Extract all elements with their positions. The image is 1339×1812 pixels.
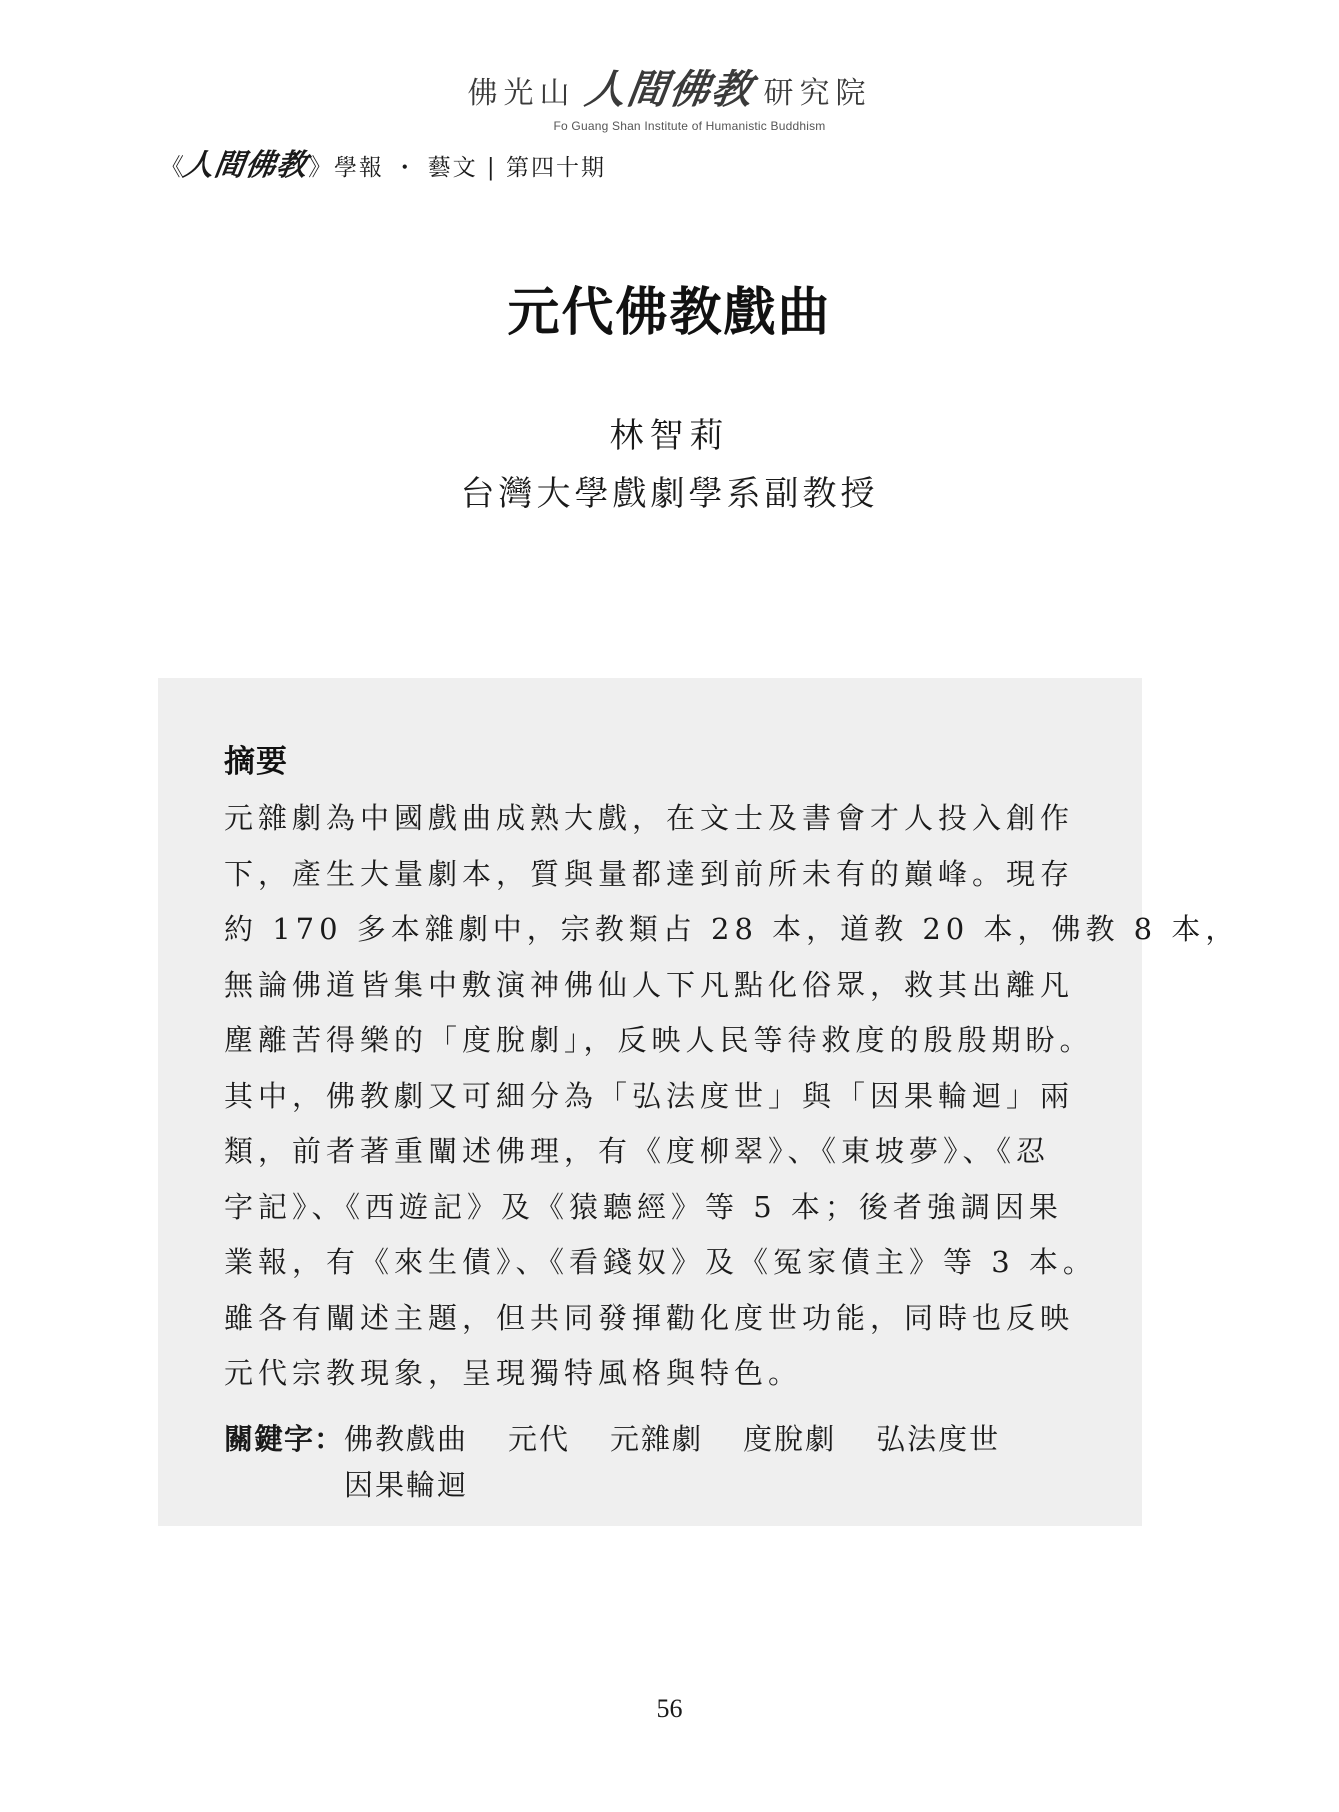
abstract-line: 業報，有《來生債》、《看錢奴》及《冤家債主》等 3 本。: [224, 1245, 1097, 1279]
journal-close-bracket: 》: [308, 153, 332, 181]
abstract-line: 約 170 多本雜劇中，宗教類占 28 本，道教 20 本，佛教 8 本，: [224, 912, 1240, 946]
keyword: 弘法度世: [876, 1421, 1001, 1456]
abstract-heading: 摘要: [224, 744, 288, 780]
abstract-line: 塵離苦得樂的「度脫劇」，反映人民等待救度的殷殷期盼。: [224, 1023, 1094, 1057]
institute-suffix: 研究院: [763, 76, 872, 111]
abstract-box: [158, 678, 1240, 1526]
paper-title: 元代佛教戲曲: [507, 282, 832, 343]
abstract-line: 雖各有闡述主題，但共同發揮勸化度世功能，同時也反映: [224, 1300, 1075, 1335]
keyword: 佛教戲曲: [344, 1421, 469, 1456]
abstract-line: 無論佛道皆集中敷演神佛仙人下凡點化俗眾，救其出離凡: [224, 967, 1075, 1002]
institute-name: 佛光山: [467, 76, 576, 111]
author-name: 林智莉: [609, 416, 730, 456]
abstract-line: 下，產生大量劇本，質與量都達到前所未有的巔峰。現存: [224, 856, 1075, 891]
author-affiliation: 台灣大學戲劇學系副教授: [460, 474, 879, 514]
abstract-line: 類，前者著重闡述佛理，有《度柳翠》、《東坡夢》、《忍: [224, 1134, 1051, 1168]
abstract-line: 元雜劇為中國戲曲成熟大戲，在文士及書會才人投入創作: [224, 801, 1075, 835]
journal-section: 學報 ・ 藝文 | 第四十期: [334, 155, 606, 181]
journal-logo: 人間佛教: [181, 148, 310, 183]
journal-running-header: [160, 140, 606, 184]
abstract-line: 元代宗教現象，呈現獨特風格與特色。: [224, 1356, 803, 1390]
journal-open-bracket: 《: [160, 153, 184, 181]
keyword: 度脫劇: [743, 1421, 837, 1456]
keyword: 元代: [508, 1421, 571, 1456]
abstract-line: 其中，佛教劇又可細分為「弘法度世」與「因果輪迴」兩: [224, 1078, 1075, 1113]
keywords-list: [344, 1416, 1044, 1508]
page-number: 56: [656, 1694, 683, 1723]
keywords: [224, 1416, 1076, 1508]
keywords-label: 關鍵字：: [224, 1421, 345, 1456]
institute-header: [0, 58, 1339, 133]
abstract-text: [224, 791, 1240, 1402]
institute-logo: 人間佛教: [581, 67, 757, 113]
keyword: 元雜劇: [610, 1421, 704, 1456]
keyword: 因果輪迴: [344, 1467, 469, 1502]
abstract-line: 字記》、《西遊記》及《猿聽經》等 5 本；後者強調因果: [224, 1189, 1063, 1224]
institute-title: [468, 58, 872, 115]
institute-english-name: Fo Guang Shan Institute of Humanistic Buddhism: [553, 119, 826, 133]
